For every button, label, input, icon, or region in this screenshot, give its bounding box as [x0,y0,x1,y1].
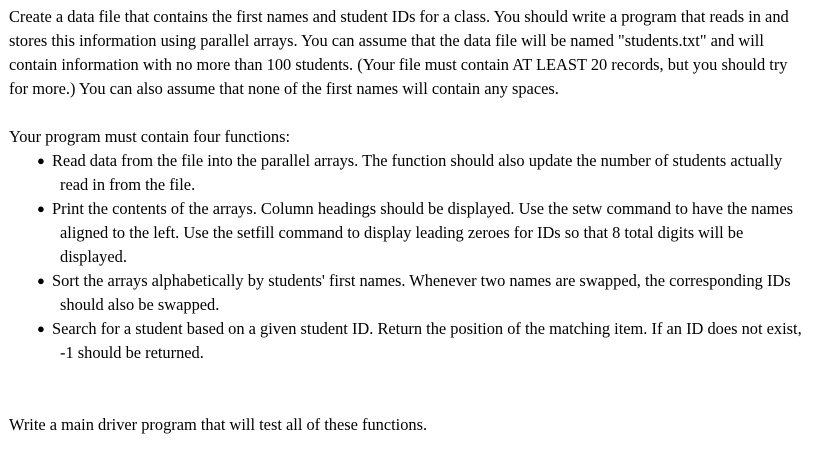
intro-paragraph: Create a data file that contains the first names and student IDs for a class. You should write a program that reads in and stores this information using parallel arrays. You can assume that the data file will be named "students.txt" and will contain information with no more than 100 students. (Your file must contain AT LEAST 20 records, but you should try for more.) You can also assume that none of the first names will contain any spaces. [9,7,789,98]
functions-heading: Your program must contain four functions: [9,127,291,146]
bullet-icon: ● [37,321,45,336]
assignment-document [9,5,805,437]
function-item-read-data [9,149,805,197]
bullet-icon: ● [37,153,45,168]
function-item-text: Print the contents of the arrays. Column headings should be displayed. Use the setw command to have the names aligned to the left. Use the setfill command to display leading zeroes for IDs so that 8 total digits will be displayed. [52,199,794,266]
closing-paragraph: Write a main driver program that will test all of these functions. [9,415,428,434]
function-item-search-student [9,317,805,365]
functions-list [9,149,805,365]
function-item-text: Read data from the file into the parallel arrays. The function should also update the number of students actually read in from the file. [52,151,783,194]
function-item-sort-arrays [9,269,805,317]
bullet-icon: ● [37,273,45,288]
function-item-print-arrays [9,197,805,269]
function-item-text: Search for a student based on a given student ID. Return the position of the matching item. If an ID does not exist, -1 should be returned. [52,319,802,362]
function-item-text: Sort the arrays alphabetically by students' first names. Whenever two names are swapped, the corresponding IDs should also be swapped. [52,271,791,314]
bullet-icon: ● [37,201,45,216]
